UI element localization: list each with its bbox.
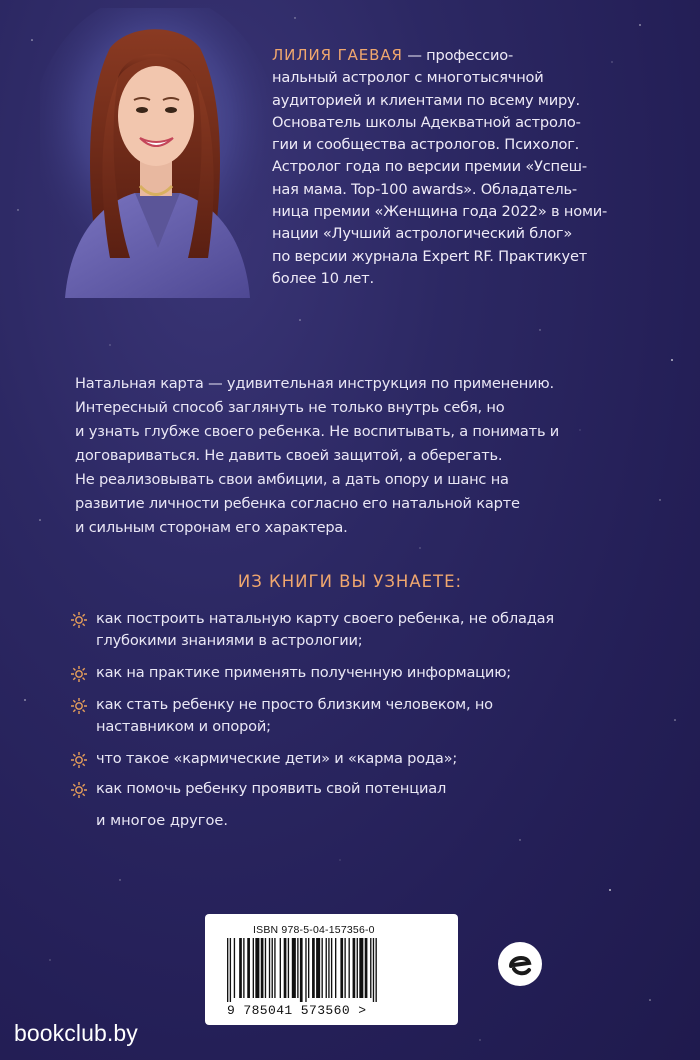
bio-line: по версии журнала Expert RF. Практикует — [272, 247, 588, 265]
barcode-bar — [326, 938, 327, 998]
barcode-bar — [376, 938, 377, 1002]
barcode-bar — [261, 938, 264, 998]
barcode-bar — [239, 938, 242, 998]
barcode-bar — [344, 938, 345, 998]
sun-icon — [70, 665, 88, 683]
barcode-bar — [297, 938, 298, 998]
barcode-bar — [284, 938, 287, 998]
barcode-bar — [247, 938, 250, 998]
barcode-bar — [357, 938, 358, 998]
barcode-digits: 9 785041 573560 > — [227, 1003, 367, 1018]
author-bio — [272, 44, 672, 290]
barcode-bar — [328, 938, 329, 998]
barcode-bar — [312, 938, 315, 998]
learn-list — [70, 608, 670, 832]
author-photo — [40, 8, 270, 298]
barcode-bar — [272, 938, 273, 998]
isbn-text: ISBN 978-5-04-157356-0 — [253, 924, 375, 936]
description-line: договариваться. Не давить своей защитой, а оберегать. — [75, 447, 503, 464]
barcode-bar — [243, 938, 244, 998]
barcode-bar — [340, 938, 343, 998]
description-line: и сильным сторонам его характера. — [75, 519, 348, 536]
author-name: ЛИЛИЯ ГАЕВАЯ — [272, 46, 403, 64]
barcode-bar — [331, 938, 332, 998]
list-tail: и многое другое. — [96, 812, 229, 829]
list-item — [70, 694, 670, 738]
list-item — [70, 778, 670, 800]
learn-heading: ИЗ КНИГИ ВЫ УЗНАЕТЕ: — [237, 572, 463, 591]
list-item-text: наставником и опорой; — [96, 718, 271, 735]
eksmo-logo-icon — [498, 942, 542, 986]
list-item-text: как построить натальную карту своего ребенка, не обладая — [96, 610, 554, 627]
list-item-text: как на практике применять полученную информацию; — [96, 664, 512, 681]
barcode-bar — [322, 938, 323, 998]
bio-line: более 10 лет. — [272, 269, 374, 287]
description-line: и узнать глубже своего ребенка. Не воспитывать, а понимать и — [75, 423, 560, 440]
barcode-bar — [359, 938, 363, 998]
list-item-text: глубокими знаниями в астрологии; — [96, 632, 363, 649]
bio-line: нальный астролог с многотысячной — [272, 69, 544, 87]
bio-line: аудиторией и клиентами по всему миру. — [272, 91, 580, 109]
barcode-bar — [280, 938, 281, 998]
list-item — [70, 662, 670, 684]
bio-line: Основатель школы Адекватной астроло- — [272, 113, 581, 131]
description-line: Интересный способ заглянуть не только внутрь себя, но — [75, 399, 505, 416]
barcode-bar — [316, 938, 320, 998]
barcode-bar — [373, 938, 374, 1002]
barcode-bar — [227, 938, 228, 1002]
description-line: Не реализовывать свои амбиции, а дать опору и шанс на — [75, 471, 509, 488]
barcode-bar — [292, 938, 296, 998]
barcode-bar — [274, 938, 275, 998]
sun-icon — [70, 751, 88, 769]
list-item-text: как стать ребенку не просто близким человеком, но — [96, 696, 493, 713]
barcode-bar — [370, 938, 371, 998]
barcode-bar — [335, 938, 336, 998]
bio-line: гии и сообщества астрологов. Психолог. — [272, 136, 580, 154]
description-line: развитие личности ребенка согласно его натальной карте — [75, 495, 520, 512]
barcode-bar — [265, 938, 266, 998]
sun-icon — [70, 781, 88, 799]
sun-icon — [70, 697, 88, 715]
author-dash: — — [407, 47, 422, 64]
barcode-bar — [288, 938, 289, 998]
barcode-bar — [230, 938, 231, 1002]
bio-line: нации «Лучший астрологический блог» — [272, 225, 573, 243]
list-item-text: как помочь ребенку проявить свой потенциал — [96, 780, 447, 797]
bio-line: ная мама. Top-100 awards». Обладатель- — [272, 180, 577, 198]
list-item-text: что такое «кармические дети» и «карма рода»; — [96, 750, 458, 767]
bio-line: Астролог года по версии премии «Успеш- — [272, 158, 587, 176]
list-item — [70, 608, 670, 652]
barcode-bar — [305, 938, 306, 1002]
barcode-bar — [365, 938, 368, 998]
barcode-bars — [225, 938, 438, 1002]
watermark: bookclub.by — [14, 1020, 138, 1046]
barcode-bar — [353, 938, 356, 998]
barcode-bar — [269, 938, 270, 998]
sun-icon — [70, 611, 88, 629]
list-item — [70, 748, 670, 770]
barcode-bar — [349, 938, 350, 998]
bio-line: ница премии «Женщина года 2022» в номи- — [272, 203, 608, 221]
bio-line: профессио- — [426, 47, 514, 64]
barcode-bar — [253, 938, 254, 998]
barcode-bar — [300, 938, 303, 1002]
barcode-bar — [234, 938, 235, 998]
barcode — [205, 914, 458, 1025]
description-line: Натальная карта — удивительная инструкция по применению. — [75, 375, 554, 392]
book-description — [75, 372, 655, 540]
barcode-bar — [308, 938, 309, 998]
barcode-bar — [255, 938, 259, 998]
